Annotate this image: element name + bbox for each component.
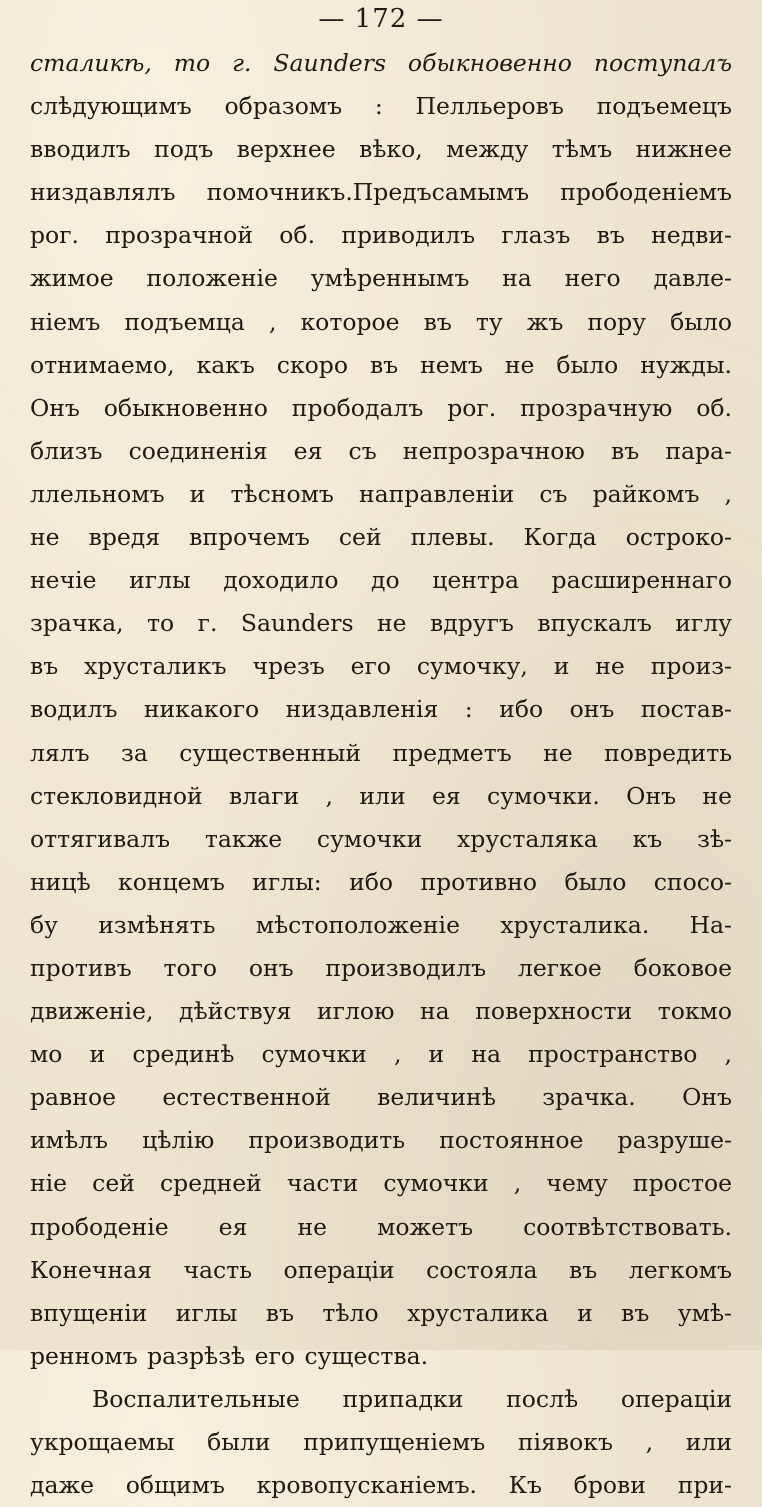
text-line: Онъ обыкновенно прободалъ рог. прозрачную об. [30, 393, 732, 422]
paragraph-1 [30, 42, 732, 1378]
text-line: прободенiе ея не можетъ соотвѣтствовать. [30, 1212, 732, 1241]
text-line: низдавлялъ помочникъ.Предъсамымъ прободенiемъ [30, 178, 732, 207]
text-line: сталикѣ, то г. Saunders обыкновенно поступалъ [30, 49, 732, 77]
text-line: ллельномъ и тѣсномъ направленiи съ райкомъ , [30, 479, 732, 508]
text-line: слѣдующимъ образомъ : Пелльеровъ подъемецъ [30, 92, 732, 121]
text-line: жимое положенiе умѣреннымъ на него давле- [30, 264, 732, 293]
paragraph-2 [30, 1378, 732, 1507]
text-line: вводилъ подъ верхнее вѣко, между тѣмъ нижнее [30, 135, 732, 164]
body-text [30, 42, 732, 1507]
text-line: имѣлъ цѣлiю производить постоянное разруше- [30, 1126, 732, 1155]
text-line: водилъ никакого низдавленiя : ибо онъ постав- [30, 695, 732, 724]
page-number: — 172 — [318, 4, 444, 34]
text-line: нiе сей средней части сумочки , чему простое [30, 1169, 732, 1198]
text-line: движенiе, дѣйствуя иглою на поверхности токмо [30, 997, 732, 1026]
text-line: лялъ за существенный предметъ не повредить [30, 738, 732, 767]
text-line: стекловидной влаги , или ея сумочки. Онъ не [30, 781, 732, 810]
text-line: нечiе иглы доходило до центра расширеннаго [30, 566, 732, 595]
text-line: противъ того онъ производилъ легкое боковое [30, 953, 732, 982]
text-line: мо и срединѣ сумочки , и на пространство , [30, 1040, 732, 1069]
text-line: даже общимъ кровопусканiемъ. Къ брови при- [30, 1471, 732, 1500]
text-line: укрощаемы были припущенiемъ пiявокъ , или [30, 1428, 732, 1456]
text-line: равное естественной величинѣ зрачка. Онъ [30, 1083, 732, 1112]
text-line: отнимаемо, какъ скоро въ немъ не было нужды. [30, 350, 732, 379]
text-line: оттягивалъ также сумочки хрусталяка къ зѣ- [30, 824, 732, 853]
text-line: ницѣ концемъ иглы: ибо противно было спосо- [30, 867, 732, 896]
text-line: близъ соединенiя ея съ непрозрачною въ пара- [30, 436, 732, 465]
text-line: бу измѣнять мѣстоположенiе хрусталика. На- [30, 910, 732, 939]
text-line: нiемъ подъемца , которое въ ту жъ пору было [30, 307, 732, 336]
text-line: зрачка, то г. Saunders не вдругъ впускалъ иглу [30, 609, 732, 638]
text-line: не вредя впрочемъ сей плевы. Когда остроко- [30, 523, 732, 552]
text-line: ренномъ разрѣзѣ его существа. [30, 1341, 429, 1370]
text-line: впущенiи иглы въ тѣло хрусталика и въ умѣ- [30, 1298, 732, 1327]
text-line: рог. прозрачной об. приводилъ глазъ въ недви- [30, 221, 732, 250]
text-line: Воспалительные припадки послѣ операцiи [92, 1384, 732, 1413]
text-line: Конечная часть операцiи состояла въ легкомъ [30, 1255, 732, 1284]
text-line: въ хрусталикъ чрезъ его сумочку, и не произ- [30, 652, 732, 681]
